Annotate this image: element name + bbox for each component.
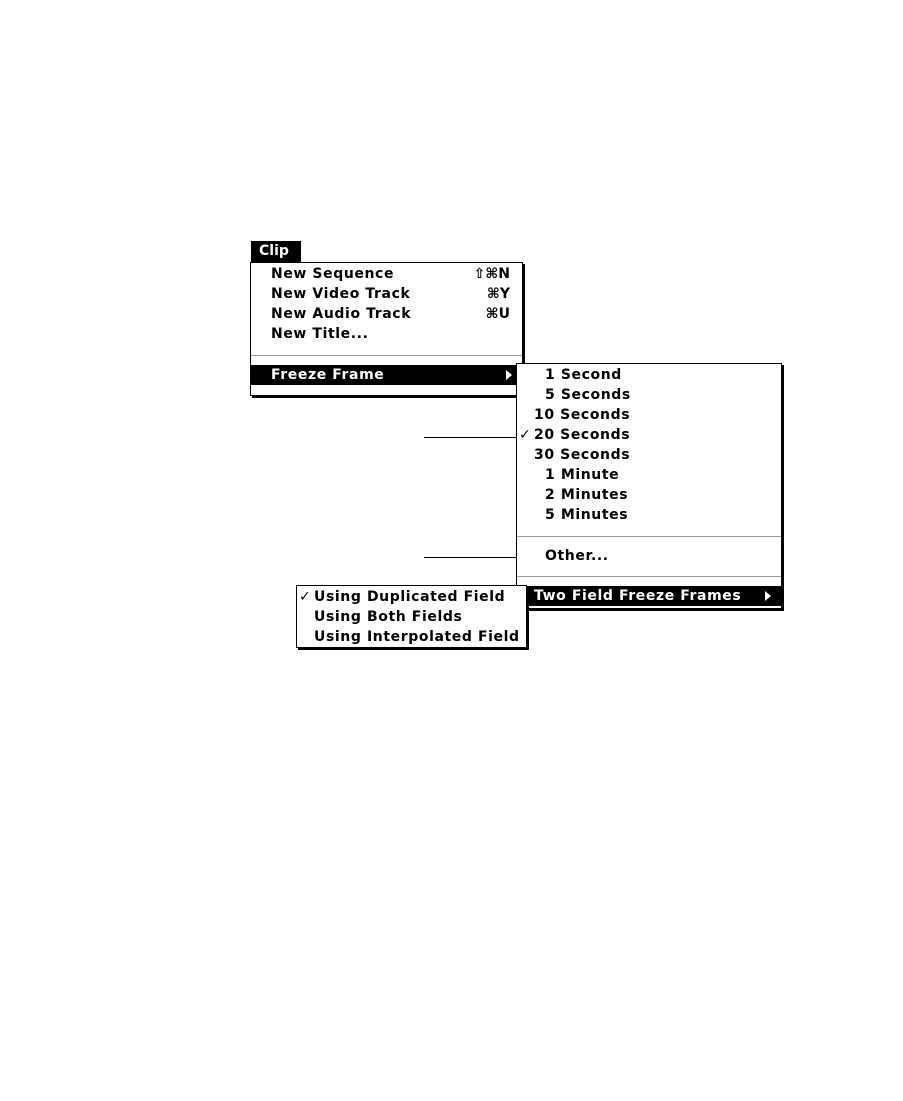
callout-line [424, 437, 516, 438]
menu-separator [517, 536, 781, 537]
two-field-submenu [296, 585, 527, 648]
submenu-item-using-both-fields[interactable] [297, 607, 526, 627]
shortcut-label: ⌘U [485, 306, 510, 322]
submenu-item-using-duplicated-field[interactable] [297, 587, 526, 607]
submenu-item-label: 30 Seconds [534, 447, 631, 463]
submenu-item-label: Using Both Fields [314, 609, 463, 625]
submenu-item-1-minute[interactable] [517, 465, 781, 485]
submenu-item-using-interpolated-field[interactable] [297, 627, 526, 647]
submenu-item-other[interactable] [517, 546, 781, 566]
submenu-item-label: 2 Minutes [545, 487, 629, 503]
menu-item-new-video-track[interactable] [251, 284, 522, 304]
submenu-arrow-icon [506, 370, 512, 380]
submenu-item-label: 10 Seconds [534, 407, 631, 423]
checkmark-icon: ✓ [519, 427, 532, 443]
menu-item-label: New Sequence [271, 266, 395, 282]
submenu-item-10-seconds[interactable] [517, 405, 781, 425]
menu-item-label: New Audio Track [271, 306, 412, 322]
submenu-item-5-seconds[interactable] [517, 385, 781, 405]
submenu-item-label: 1 Second [545, 367, 622, 383]
menu-item-freeze-frame[interactable] [251, 365, 522, 385]
submenu-item-label: Using Duplicated Field [314, 589, 506, 605]
menu-item-label: New Title... [271, 326, 369, 342]
clip-menu-title[interactable] [251, 241, 301, 262]
shortcut-label: ⇧⌘N [473, 266, 510, 282]
submenu-item-two-field-freeze-frames[interactable] [517, 586, 781, 606]
clip-menu-title-label: Clip [259, 243, 289, 259]
submenu-item-20-seconds[interactable] [517, 425, 781, 445]
submenu-item-2-minutes[interactable] [517, 485, 781, 505]
submenu-item-label: Other... [545, 548, 609, 564]
menu-item-label: New Video Track [271, 286, 411, 302]
menu-separator [517, 576, 781, 577]
submenu-item-label: 1 Minute [545, 467, 620, 483]
clip-menu [250, 262, 523, 396]
callout-line [424, 557, 516, 558]
menu-item-label: Freeze Frame [271, 367, 385, 383]
freeze-frame-submenu [516, 363, 782, 609]
menu-item-new-sequence[interactable] [251, 264, 522, 284]
submenu-item-label: 5 Minutes [545, 507, 629, 523]
submenu-item-label: 20 Seconds [534, 427, 631, 443]
submenu-arrow-icon [765, 591, 771, 601]
shortcut-label: ⌘Y [486, 286, 510, 302]
menu-item-new-audio-track[interactable] [251, 304, 522, 324]
menu-separator [251, 355, 522, 356]
menu-item-new-title[interactable] [251, 324, 522, 344]
submenu-item-5-minutes[interactable] [517, 505, 781, 525]
submenu-item-1-second[interactable] [517, 365, 781, 385]
submenu-item-label: Using Interpolated Field [314, 629, 520, 645]
checkmark-icon: ✓ [299, 589, 312, 605]
submenu-item-label: 5 Seconds [545, 387, 631, 403]
submenu-item-30-seconds[interactable] [517, 445, 781, 465]
submenu-item-label: Two Field Freeze Frames [534, 588, 742, 604]
